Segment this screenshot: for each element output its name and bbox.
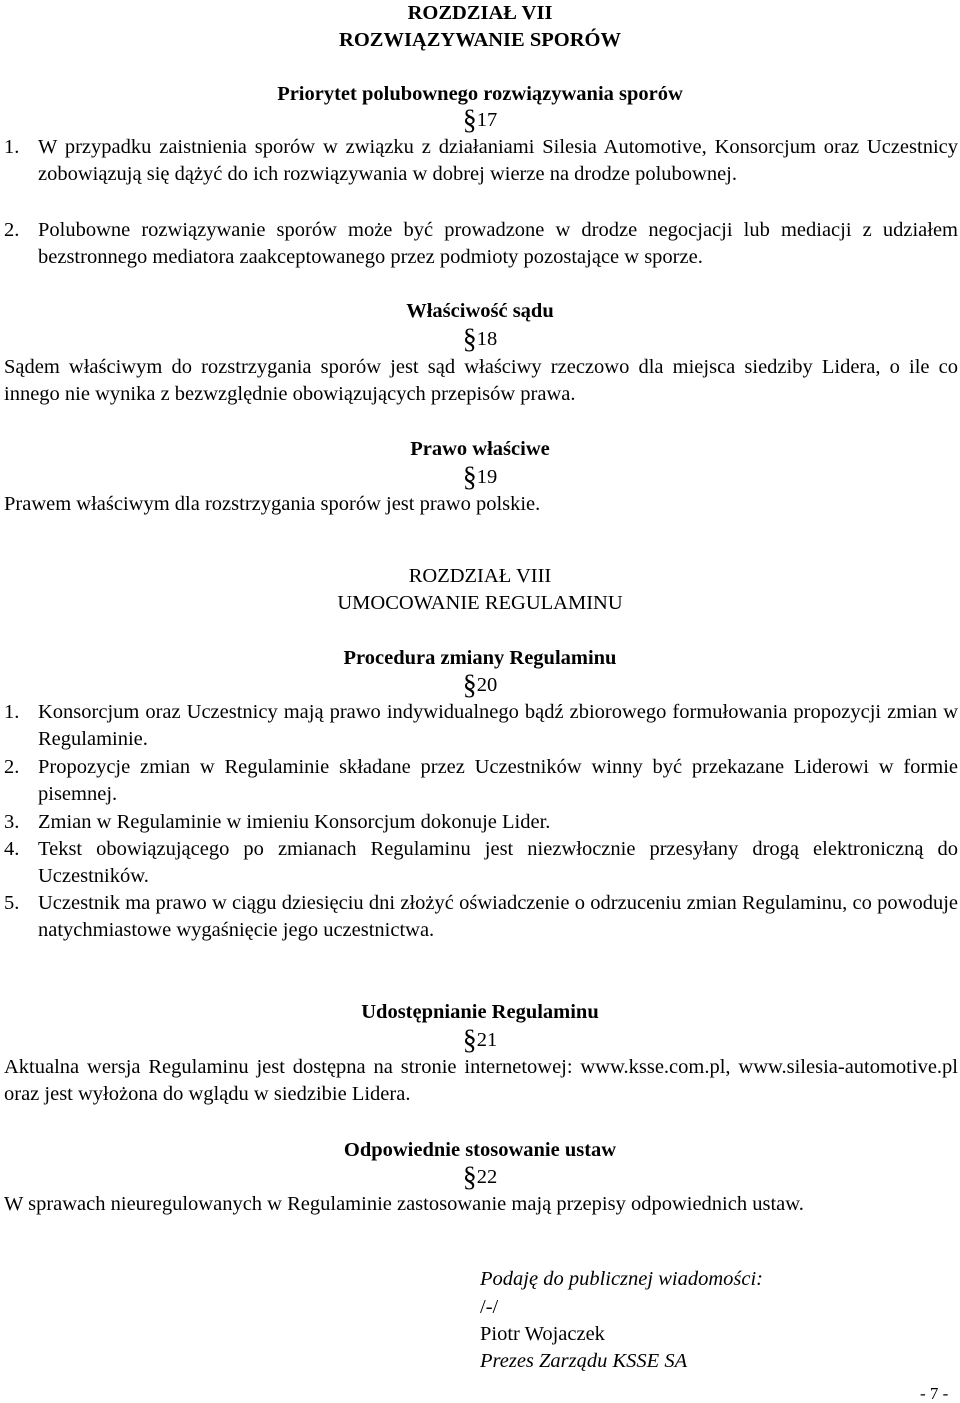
signatory-name: Piotr Wojaczek [480, 1323, 605, 1345]
list-item-number: 1. [4, 136, 20, 158]
section-heading: Procedura zmiany Regulaminu [343, 647, 617, 669]
section-heading: Udostępnianie Regulaminu [361, 1001, 599, 1023]
list-item [4, 699, 958, 753]
list-item [4, 836, 958, 890]
section-number-value: 20 [476, 674, 498, 696]
chapter-title: ROZDZIAŁ VII [407, 2, 553, 24]
list-item [4, 134, 958, 188]
section-number-value: 21 [476, 1029, 498, 1051]
paragraph-symbol: § [462, 1162, 477, 1193]
list-item-text: W przypadku zaistnienia sporów w związku z działaniami Silesia Automotive, Konsorcjum oraz Uczestnicy zobowiązują się dążyć do ich rozwiązywania w dobrej wierze na drodze polubownej. [38, 136, 958, 185]
list-item-text: Tekst obowiązującego po zmianach Regulaminu jest niezwłocznie przesyłany drogą elektroniczną do Uczestników. [38, 838, 958, 887]
section-number-value: 17 [476, 109, 498, 131]
signature-mark: /-/ [480, 1296, 499, 1318]
section-heading: Priorytet polubownego rozwiązywania sporów [277, 83, 683, 105]
list-item-text: Propozycje zmian w Regulaminie składane przez Uczestników winny być przekazane Liderowi w formie pisemnej. [38, 756, 958, 805]
list-item [4, 754, 958, 808]
list-item [4, 890, 958, 944]
signatory-title: Prezes Zarządu KSSE SA [480, 1350, 688, 1372]
section-heading: Odpowiednie stosowanie ustaw [343, 1139, 617, 1161]
section-number [0, 672, 960, 699]
list-item-text: Zmian w Regulaminie w imieniu Konsorcjum dokonuje Lider. [38, 811, 551, 833]
list-item-number: 1. [4, 701, 20, 723]
list-item-number: 2. [4, 756, 20, 778]
section-heading: Właściwość sądu [406, 300, 554, 322]
paragraph-symbol: § [462, 670, 477, 701]
paragraph-text: Aktualna wersja Regulaminu jest dostępna na stronie internetowej: www.ksse.com.pl, www.silesia-automotive.pl oraz jest wyłożona do wglądu w siedzibie Lidera. [4, 1056, 958, 1105]
paragraph-symbol: § [462, 1025, 477, 1056]
list-item [4, 217, 958, 271]
chapter-subtitle: ROZWIĄZYWANIE SPORÓW [339, 29, 621, 51]
page-number: - 7 - [920, 1384, 949, 1403]
section-number [0, 107, 960, 134]
list-item-number: 5. [4, 892, 20, 914]
list-item-text: Konsorcjum oraz Uczestnicy mają prawo indywidualnego bądź zbiorowego formułowania propozycji zmian w Regulaminie. [38, 701, 958, 750]
section-number-value: 22 [476, 1166, 498, 1188]
section-number-value: 19 [476, 466, 498, 488]
section-number-value: 18 [476, 328, 498, 350]
section-number [0, 464, 960, 491]
list-item-text: Polubowne rozwiązywanie sporów może być prowadzone w drodze negocjacji lub mediacji z udziałem bezstronnego mediatora zaakceptowanego przez podmioty pozostające w sporze. [38, 219, 958, 268]
list-item-number: 4. [4, 838, 20, 860]
section-heading: Prawo właściwe [410, 438, 550, 460]
section-number [0, 326, 960, 353]
paragraph-text: Prawem właściwym dla rozstrzygania sporów jest prawo polskie. [4, 493, 541, 515]
paragraph-symbol: § [462, 462, 477, 493]
chapter-title: ROZDZIAŁ VIII [408, 565, 552, 587]
paragraph-text: W sprawach nieuregulowanych w Regulaminie zastosowanie mają przepisy odpowiednich ustaw. [4, 1193, 804, 1215]
signature-caption: Podaję do publicznej wiadomości: [480, 1268, 763, 1290]
paragraph-symbol: § [462, 105, 477, 136]
list-item-text: Uczestnik ma prawo w ciągu dziesięciu dni złożyć oświadczenie o odrzuceniu zmian Regulaminu, co powoduje natychmiastowe wygaśnięcie jego uczestnictwa. [38, 892, 958, 941]
section-number [0, 1027, 960, 1054]
chapter-subtitle: UMOCOWANIE REGULAMINU [337, 592, 623, 614]
paragraph-symbol: § [462, 324, 477, 355]
section-number [0, 1164, 960, 1191]
list-item-number: 3. [4, 811, 20, 833]
paragraph-text: Sądem właściwym do rozstrzygania sporów jest sąd właściwy rzeczowo dla miejsca siedziby Lidera, o ile co innego nie wynika z bezwzględnie obowiązujących przepisów prawa. [4, 356, 958, 405]
list-item [4, 809, 958, 836]
list-item-number: 2. [4, 219, 20, 241]
